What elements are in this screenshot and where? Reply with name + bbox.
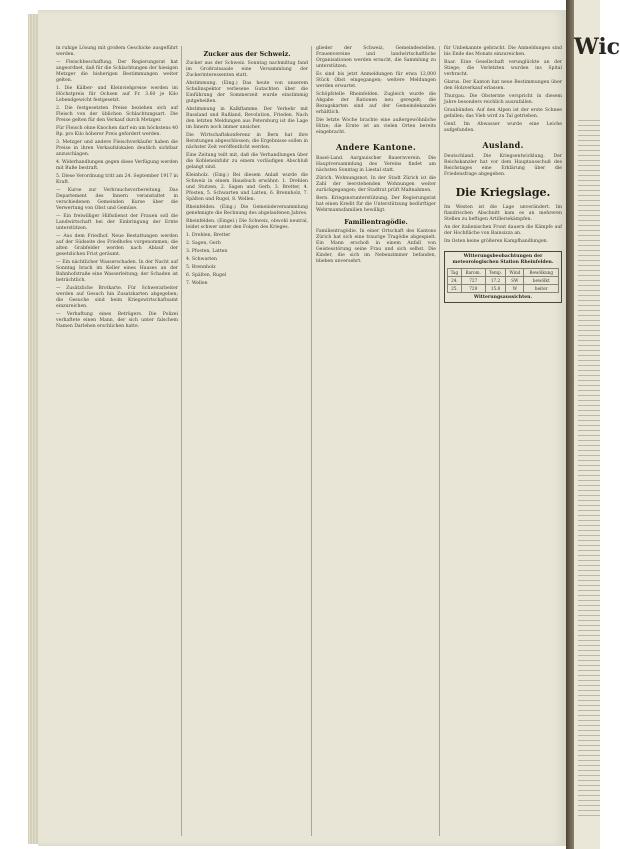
article-paragraph: An der italienischen Front dauern die Kämpfe auf der Hochfläche von Bainsizza an. xyxy=(444,225,562,236)
adjacent-page-text xyxy=(578,120,600,820)
article-paragraph: Zucker aus der Schweiz. Sonntag nachmittag fand im Großratssaale eine Versammlung der Zuckerinteressenten statt. xyxy=(186,61,308,78)
article-paragraph: in ruhige Lösung mit großem Geschicke ausgeführt werden. xyxy=(56,46,178,57)
weather-table xyxy=(447,268,559,293)
column-2-text xyxy=(186,61,308,231)
column-rule xyxy=(181,46,182,836)
article-paragraph: Genf. Im Abwasser wurde eine Leiche aufgefunden. xyxy=(444,122,562,133)
article-paragraph: Thurgau. Die Obsternte verspricht in diesem Jahre besonders reichlich auszufallen. xyxy=(444,94,562,105)
wood-list xyxy=(186,233,308,287)
weather-box xyxy=(444,251,562,303)
table-cell: SW xyxy=(506,277,524,285)
weather-header-row xyxy=(448,269,559,277)
article-paragraph: — Verhaftung eines Betrügers. Die Polizei verhaftete einen Mann, der sich unter falschem Namen Darlehen erschlichen hatte. xyxy=(56,312,178,329)
table-cell: 729 xyxy=(461,285,485,293)
article-paragraph: Die letzte Woche brachte eine außergewöhnliche Hitze; die Ernte ist an vielen Orten bereits eingebracht. xyxy=(316,118,436,135)
article-paragraph: — Fleischbeschaffung. Der Regierungsrat hat angeordnet, daß für die Schlachtungen der hiesigen Metzger die bisherigen Bestimmungen weiter gelten. xyxy=(56,60,178,83)
article-paragraph: Baar. Eine Gesellschaft verunglückte an der Stiege; die Verletzten wurden ins Spital verbracht. xyxy=(444,60,562,77)
weather-caption: Witterungsbeobachtungen der meteorologischen Station Rheinfelden. xyxy=(452,254,554,265)
familientragoedie-heading: Familientragödie. xyxy=(344,218,408,226)
ausland-heading: Ausland. xyxy=(482,140,524,150)
article-paragraph: Rheinfelden. (Eingel.) Die Schweiz, obwohl neutral, leidet schwer unter den Folgen des Krieges. xyxy=(186,219,308,230)
table-cell: heiter xyxy=(524,285,559,293)
list-item: 4. Schwarten xyxy=(186,257,217,262)
article-paragraph: für Unbekannte gebracht. Die Anmeldungen sind bis Ende des Monats einzureichen. xyxy=(444,46,562,57)
table-row xyxy=(448,285,559,293)
article-paragraph: Im Osten keine größeren Kampfhandlungen. xyxy=(444,239,549,244)
list-item: 5. Brennholz xyxy=(186,265,216,270)
article-paragraph: Schöpfstelle Rheinfelden. Zugleich wurde die Abgabe der Rationen neu geregelt; die Bezugskarten sind auf der Gemeindekanzlei erhältlich. xyxy=(316,92,436,115)
article-paragraph: Abstimmung. (Eing.) Das heute von unserem Schulinspektor verlesene Gutachten über die Einführung der Sommerzeit wurde einstimmig gutgeheißen. xyxy=(186,81,308,104)
article-paragraph: — Ein nächtlicher Wasserschaden. In der Nacht auf Sonntag brach im Keller eines Hauses an der Bahnhofstraße eine Wasserleitung; der Schaden ist beträchtlich. xyxy=(56,260,178,283)
table-cell: 727 xyxy=(461,277,485,285)
article-paragraph: 3. Metzger und andere Fleischverkäufer haben die Preise in ihren Verkaufslokalen deutlich sichtbar anzuschlagen. xyxy=(56,140,178,157)
article-paragraph: Zürich. Wohnungsnot. In der Stadt Zürich ist die Zahl der leerstehenden Wohnungen weiter zurückgegangen; der Stadtrat prüft Maßnahmen. xyxy=(316,176,436,193)
list-item: 7. Wellen xyxy=(186,281,208,286)
article-paragraph: — Zusätzliche Brotkarte. Für Schwerarbeiter werden auf Gesuch hin Zusatzkarten abgegeben; die Gesuche sind beim Kriegswirtschaftsamt einzureichen. xyxy=(56,286,178,309)
article-paragraph: Es sind bis jetzt Anmeldungen für etwa 12,000 Stück Obst eingegangen; weitere Meldungen werden erwartet. xyxy=(316,72,436,89)
column-4-text xyxy=(444,46,562,134)
table-header-cell: Temp. xyxy=(485,269,506,277)
article-paragraph: Im Westen ist die Lage unverändert. Im flandrischen Abschnitt kam es an mehreren Stellen zu heftigen Artilleriekämpfen. xyxy=(444,205,562,222)
article-paragraph: Für Fleisch ohne Knochen darf ein um höchstens 40 Rp. pro Kilo höherer Preis gefordert werden. xyxy=(56,126,178,137)
column-3 xyxy=(316,46,436,836)
list-item: 1. Drehlen, Bretter xyxy=(186,233,231,238)
column-4 xyxy=(444,46,562,836)
table-cell: 15.8 xyxy=(485,285,506,293)
article-paragraph: 4. Widerhandlungen gegen diese Verfügung werden mit Buße bestraft. xyxy=(56,160,178,171)
kriegslage-heading: Die Kriegslage. xyxy=(455,186,551,199)
article-paragraph: — Aus dem Friedhof. Neue Bestattungen werden auf der Südseite des Friedhofes vorgenommen; die alten Grabfelder werden nach Ablauf der gesetzlichen Frist geräumt. xyxy=(56,234,178,257)
table-cell: W xyxy=(506,285,524,293)
ausland-text: Deutschland. Die Kriegsentwicklung. Der Reichskanzler hat vor dem Hauptausschuß des Reichstages eine Erklärung über die Friedensfrage abgegeben. xyxy=(444,154,562,177)
adjacent-masthead: Wic xyxy=(574,34,620,60)
table-cell: bewölkt xyxy=(524,277,559,285)
column-1 xyxy=(56,46,178,836)
table-row xyxy=(448,277,559,285)
column-1-text xyxy=(56,46,178,330)
article-paragraph: Glarus. Der Kanton hat neue Bestimmungen über den Holzverkauf erlassen. xyxy=(444,80,562,91)
list-item: 3. Pfosten, Latten xyxy=(186,249,228,254)
article-paragraph: Die Wirtschaftskonferenz in Bern hat ihre Beratungen abgeschlossen; die Ergebnisse sollen in nächster Zeit veröffentlicht werden. xyxy=(186,133,308,150)
book-gutter xyxy=(566,0,574,849)
list-item: 2. Sagen, Gerb xyxy=(186,241,221,246)
article-paragraph: — Ein freiwilliger Hilfsdienst der Frauen soll die Landwirtschaft bei der Einbringung der Ernte unterstützen. xyxy=(56,214,178,231)
article-paragraph: glieder der Schweiz, Gemeindestellen, Frauenvereine und landwirtschaftliche Organisationen werden ersucht, die Sammlung zu unterstützen. xyxy=(316,46,436,69)
article-paragraph: — Kurse zur Verbrauchsvorbereitung. Das Departement des Innern veranstaltet in verschiedenen Gemeinden Kurse über die Verwertung von Obst und Gemüse. xyxy=(56,188,178,211)
article-paragraph: Eine Zeitung teilt mit, daß die Verhandlungen über die Kohleneinfuhr zu einem vorläufigen Abschluß gelangt sind. xyxy=(186,153,308,170)
article-paragraph: 5. Diese Verordnung tritt am 24. September 1917 in Kraft. xyxy=(56,174,178,185)
canton-news xyxy=(316,156,436,214)
table-header-cell: Bewölkung xyxy=(524,269,559,277)
article-paragraph: Bern. Kriegsnotunterstützung. Der Regierungsrat hat einen Kredit für die Unterstützung bedürftiger Wehrmannsfamilien bewilligt. xyxy=(316,196,436,213)
table-header-cell: Tag xyxy=(448,269,462,277)
war-news xyxy=(444,205,562,245)
article-paragraph: Graubünden. Auf den Alpen ist der erste Schnee gefallen; das Vieh wird zu Tal getrieben. xyxy=(444,108,562,119)
column-2 xyxy=(186,46,308,836)
column-3-text xyxy=(316,46,436,136)
newspaper-page xyxy=(38,10,566,846)
table-header-cell: Wind xyxy=(506,269,524,277)
weather-body xyxy=(448,277,559,293)
table-cell: 24. xyxy=(448,277,462,285)
table-cell: 25. xyxy=(448,285,462,293)
column-rule xyxy=(439,46,440,836)
familientragoedie-text: Familientragödie. In einer Ortschaft des Kantons Zürich hat sich eine traurige Tragödie abgespielt. Ein Mann erschoß in einem Anfall von Geistesstörung seine Frau und sich selbst. Die Kinder, die sich im Nebenzimmer befanden, blieben unversehrt. xyxy=(316,229,436,264)
table-cell: 17.2 xyxy=(485,277,506,285)
andere-kantone-heading: Andere Kantone. xyxy=(336,142,416,152)
article-paragraph: Abstimmung in Kalkflamme. Der Verkehr mit Russland und Rußland, Revolution, Frieden. Nach den letzten Meldungen aus Petersburg ist die Lage im Innern noch immer unsicher. xyxy=(186,107,308,130)
table-header-cell: Barom. xyxy=(461,269,485,277)
article-paragraph: 1. Die Kälber- und Kleinviehpreise werden im Höchstpreis für Ochsen auf Fr. 3.60 je Kilo Lebendgewicht festgesetzt. xyxy=(56,86,178,103)
adjacent-page xyxy=(574,0,620,849)
article-paragraph: 2. Die festgesetzten Preise beziehen sich auf Fleisch von der üblichen Schlachtungsart. Die Preise gelten für den Verkauf durch Metzger. xyxy=(56,106,178,123)
article-paragraph: Rheinfelden. (Eing.) Die Gemeindeversammlung genehmigte die Rechnung des abgelaufenen Jahres. xyxy=(186,205,308,216)
zucker-heading: Zucker aus der Schweiz. xyxy=(203,50,291,58)
article-paragraph: Basel-Land. Aargauischer Bauernverein. Die Hauptversammlung des Vereins findet am nächsten Sonntag in Liestal statt. xyxy=(316,156,436,173)
article-paragraph: Kleinholz. (Eing.) Bei diesem Anlaß wurde die Schweiz in einem Hausbuch erwähnt: 1. Drehlen und Stutzen, 2. Sagen und Gerb, 3. Bretter, 4. Pfosten, 5. Schwarten und Latten, 6. Brennholz, 7. Spälten und Rugel, 8. Wellen. xyxy=(186,173,308,202)
column-rule xyxy=(311,46,312,836)
list-item: 6. Spälten, Rugel xyxy=(186,273,227,278)
weather-outlook: Witterungsaussichten. xyxy=(473,295,533,300)
